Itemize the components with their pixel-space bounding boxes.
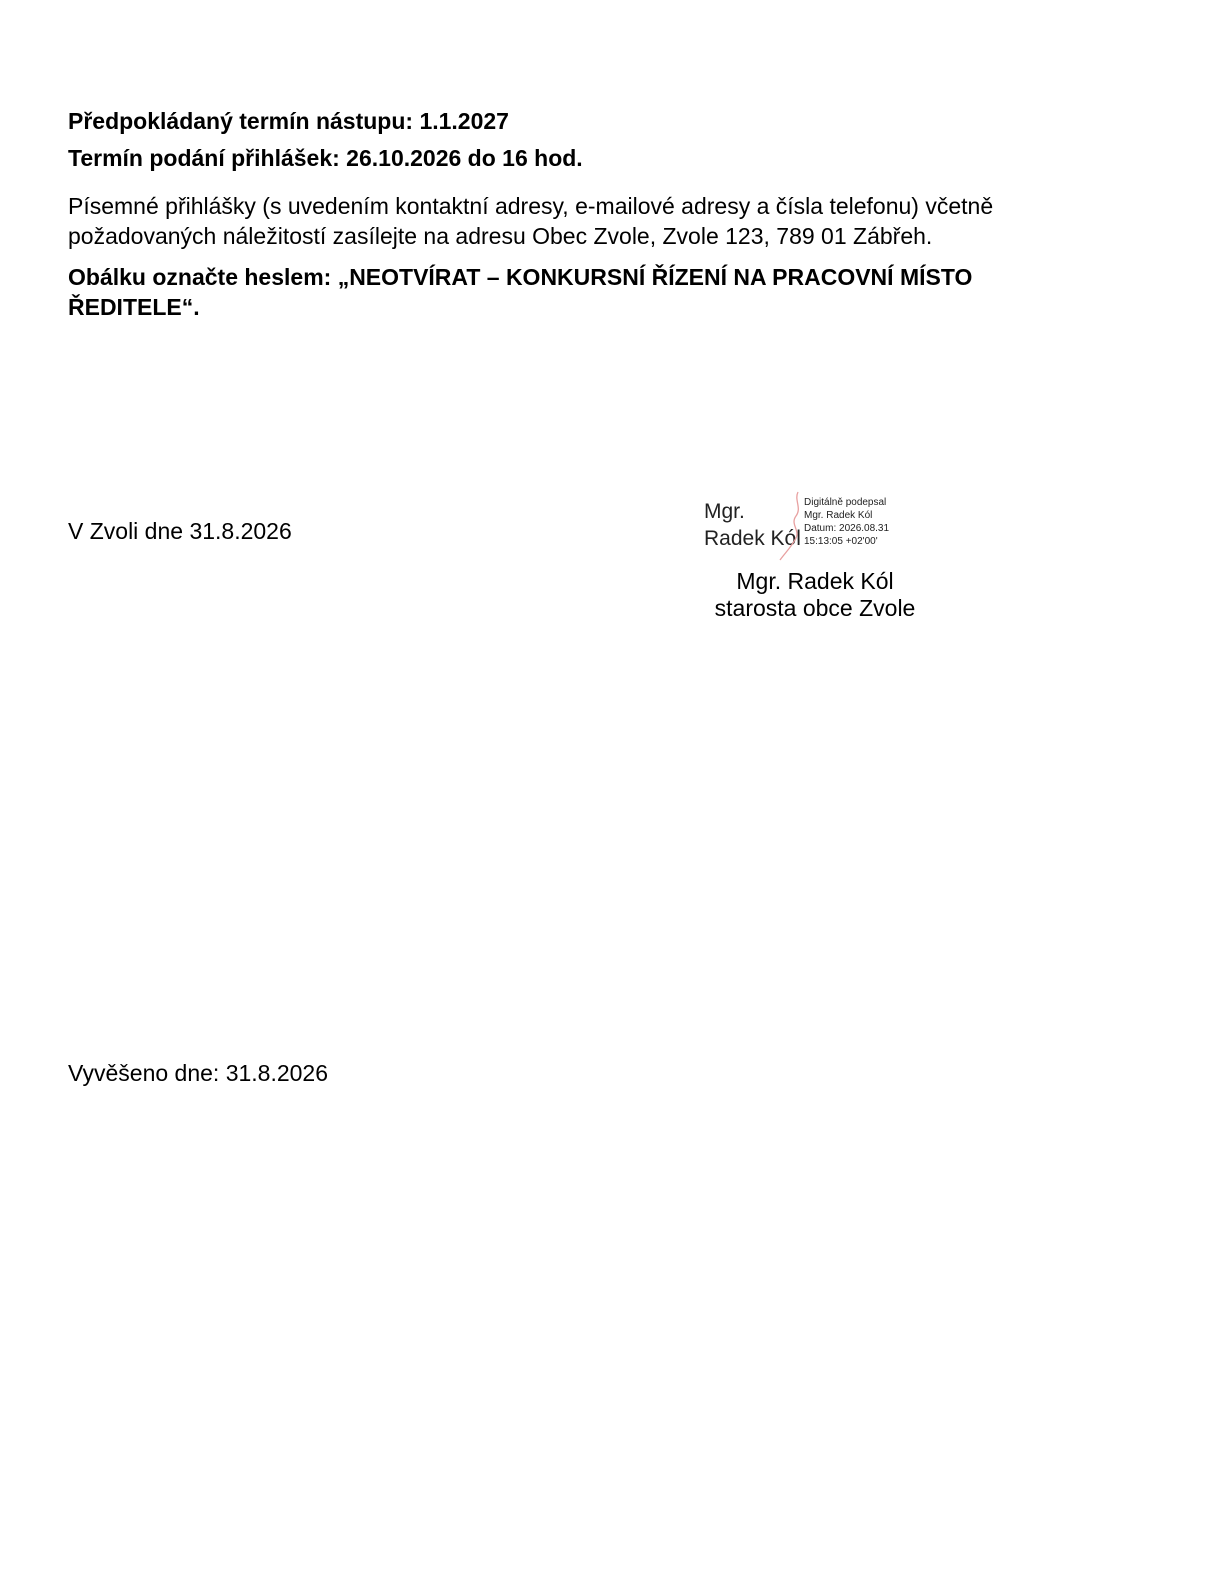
signature-scribble-icon xyxy=(766,490,806,562)
signature-name-line1: Mgr. xyxy=(704,500,745,523)
signature-metadata xyxy=(804,496,889,548)
application-deadline-line: Termín podání přihlášek: 26.10.2026 do 16 hod. xyxy=(68,145,583,171)
signature-meta-line1: Digitálně podepsal xyxy=(804,497,887,508)
posted-date: Vyvěšeno dne: 31.8.2026 xyxy=(68,1060,329,1086)
signature-meta-line3: Datum: 2026.08.31 xyxy=(804,523,890,534)
signature-meta-line4: 15:13:05 +02'00' xyxy=(804,536,878,547)
signature-meta-line2: Mgr. Radek Kól xyxy=(804,510,873,521)
signatory-block xyxy=(690,568,940,622)
signatory-title: starosta obce Zvole xyxy=(714,595,916,621)
start-date-line: Předpokládaný termín nástupu: 1.1.2027 xyxy=(68,108,509,134)
applications-paragraph: Písemné přihlášky (s uvedením kontaktní adresy, e-mailové adresy a čísla telefonu) včetně požadovaných náležitostí zasílejte na adresu Obec Zvole, Zvole 123, 789 01 Zábřeh. xyxy=(68,193,994,249)
place-and-date: V Zvoli dne 31.8.2026 xyxy=(68,518,292,544)
envelope-instruction: Obálku označte heslem: „NEOTVÍRAT – KONKURSNÍ ŘÍZENÍ NA PRACOVNÍ MÍSTO ŘEDITELE“. xyxy=(68,264,973,320)
signature-name-line2: Radek Kól xyxy=(704,527,801,550)
digital-signature-stamp xyxy=(704,490,964,570)
signatory-name: Mgr. Radek Kól xyxy=(736,568,894,594)
